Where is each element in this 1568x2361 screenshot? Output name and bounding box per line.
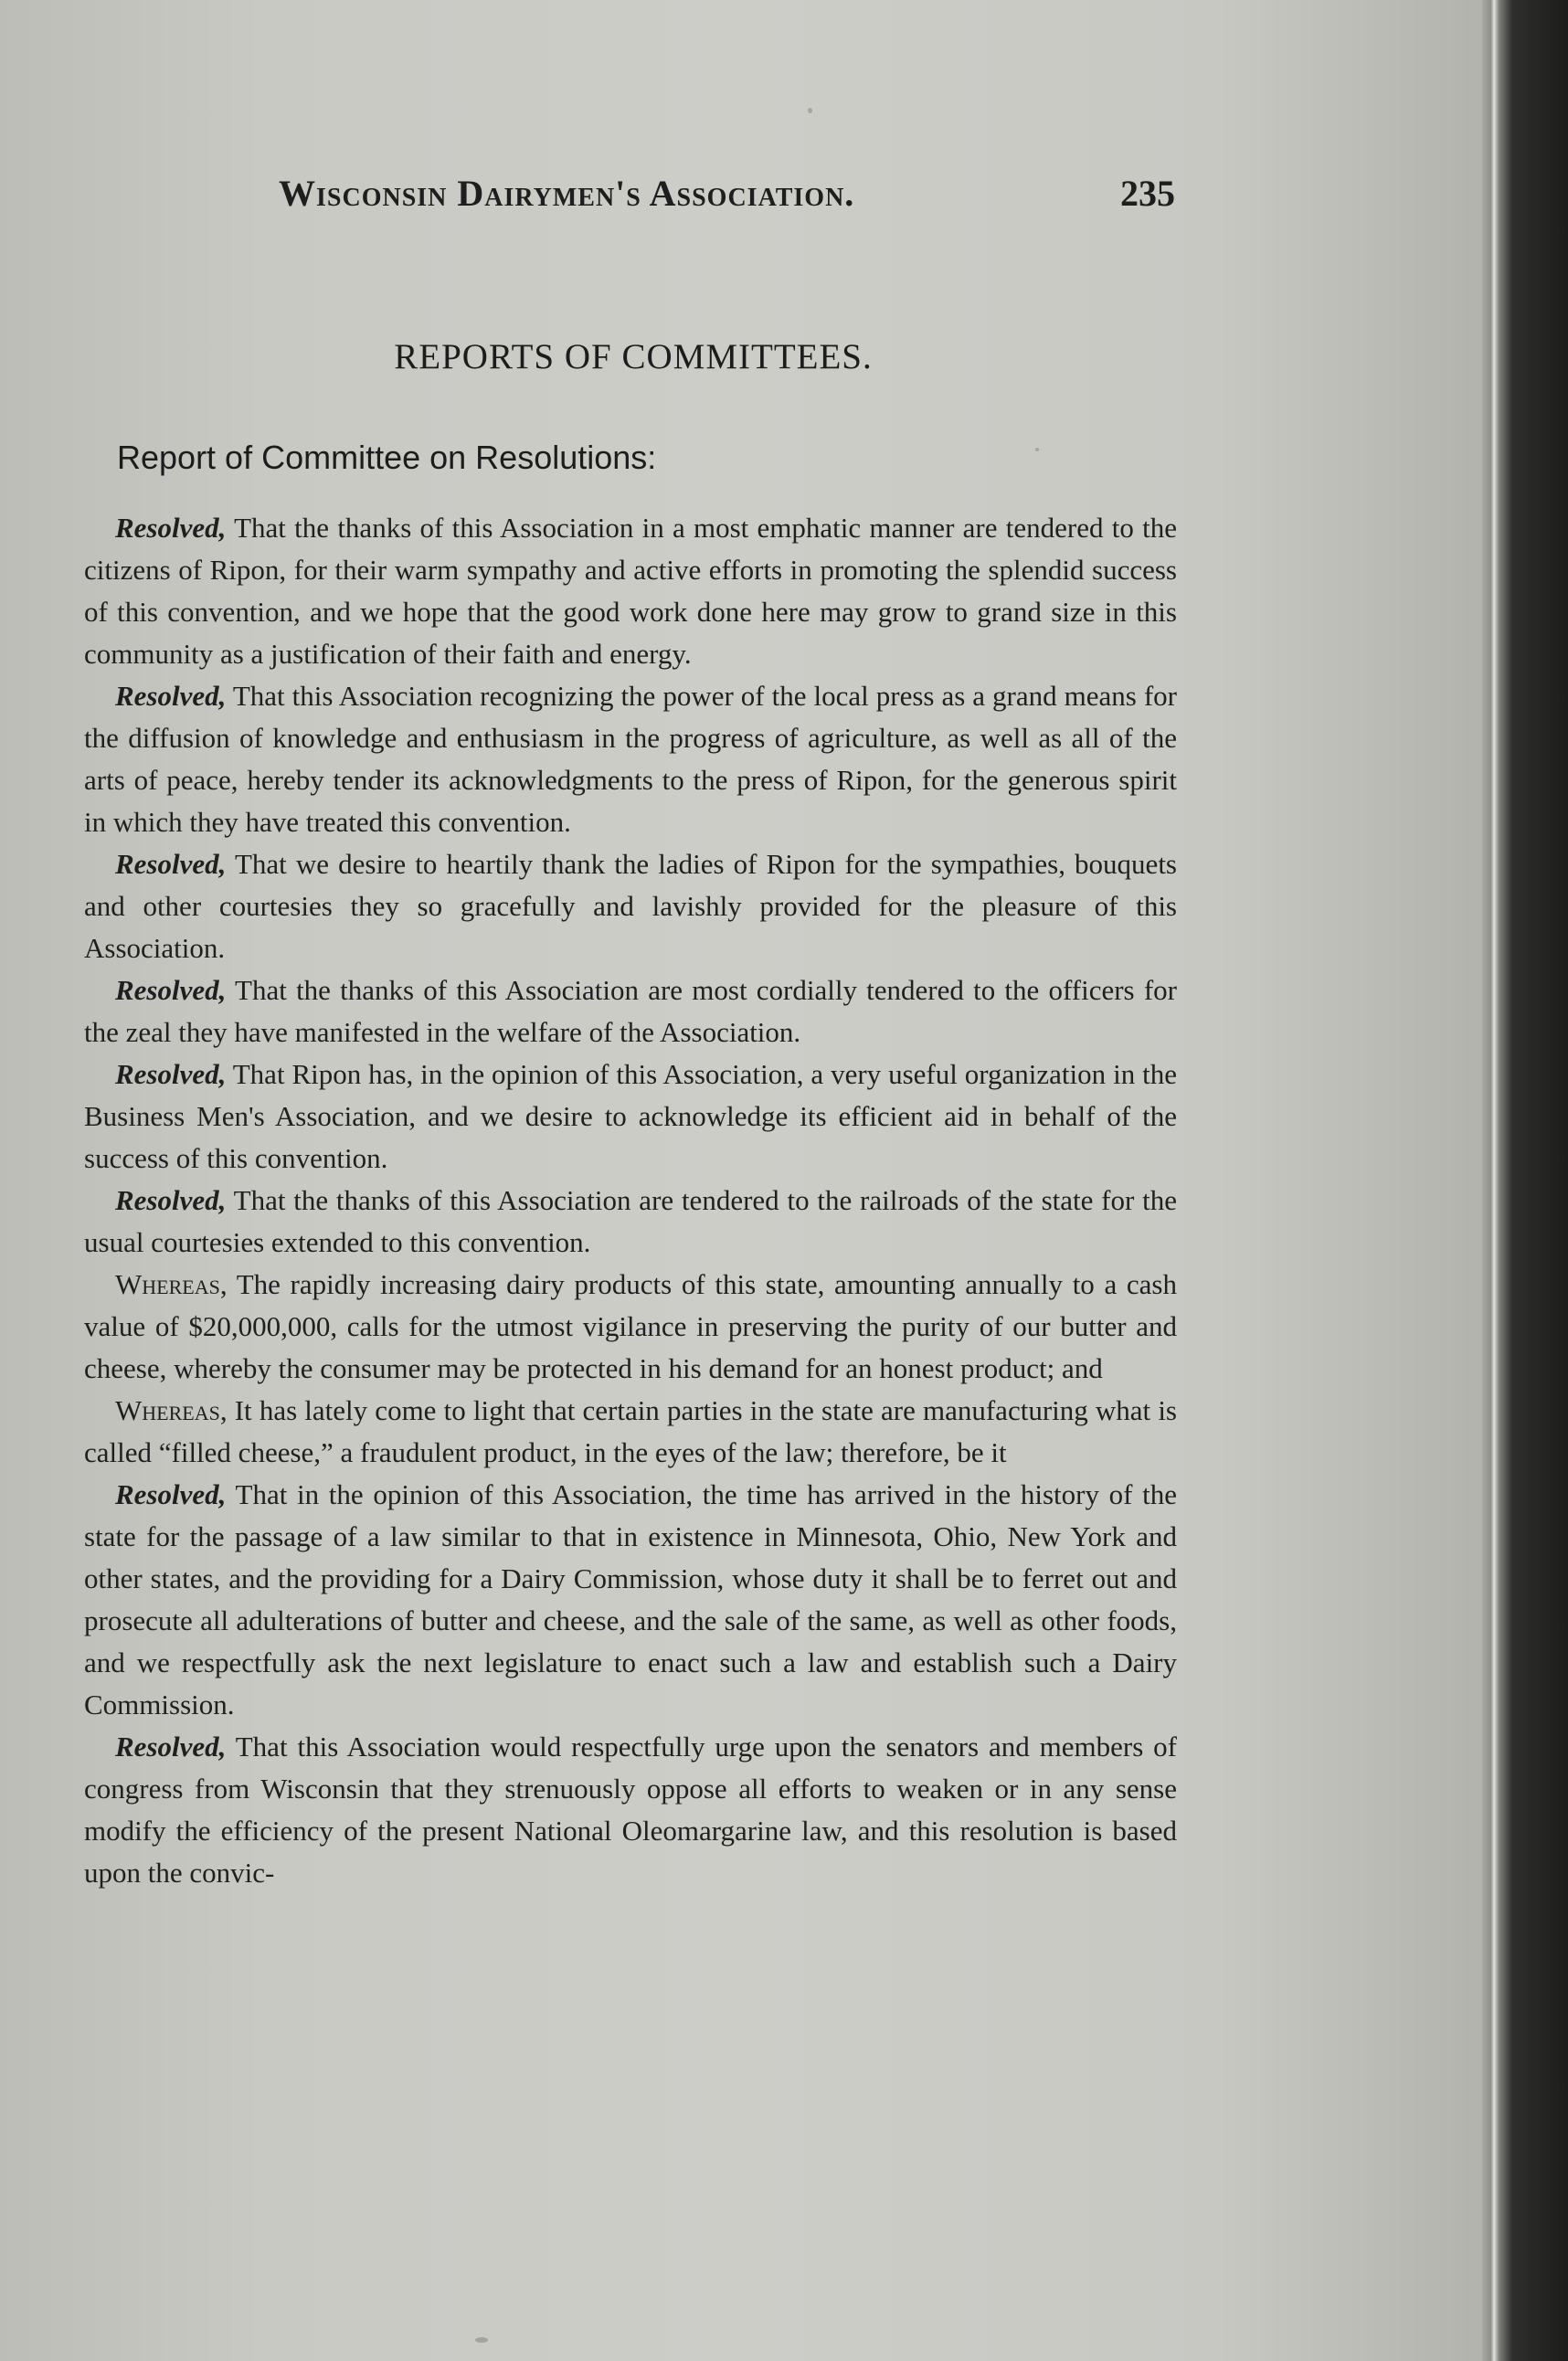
paragraph-lead: Resolved, bbox=[115, 848, 227, 880]
paragraph-lead: Resolved, bbox=[115, 512, 227, 544]
paragraph-7 bbox=[84, 1264, 1177, 1390]
paragraph-text: It has lately come to light that certain parties in the state are manufacturing what is called “filled cheese,” a fraudulent product, in the eyes of the law; therefore, be it bbox=[84, 1394, 1177, 1468]
paragraph-3 bbox=[84, 843, 1177, 969]
paragraph-text: That Ripon has, in the opinion of this Association, a very useful organization in the Business Men's Association, and we desire to acknowledge its efficient aid in behalf of the success of this convention. bbox=[84, 1058, 1177, 1174]
paragraph-1 bbox=[84, 507, 1177, 675]
paragraph-text: That the thanks of this Association are tendered to the railroads of the state for the usual courtesies extended to this convention. bbox=[84, 1184, 1177, 1258]
paragraph-2 bbox=[84, 675, 1177, 843]
paragraph-text: That in the opinion of this Association, the time has arrived in the history of the state for the passage of a law similar to that in existence in Minnesota, Ohio, New York and other states, and the providing for a Dairy Commission, whose duty it shall be to ferret out and prosecute all adulterations of butter and cheese, and the sale of the same, as well as other foods, and we respectfully ask the next legislature to enact such a law and establish such a Dairy Commission. bbox=[84, 1478, 1177, 1720]
paragraph-lead: Resolved, bbox=[115, 680, 227, 712]
report-title: Report of Committee on Resolutions: bbox=[117, 439, 657, 476]
paragraph-5 bbox=[84, 1053, 1177, 1180]
paper-speck bbox=[808, 108, 812, 113]
paper-speck bbox=[1035, 448, 1039, 451]
running-header bbox=[91, 172, 1175, 227]
paragraph-text: That we desire to heartily thank the ladies of Ripon for the sympathies, bouquets and other courtesies they so gracefully and lavishly provided for the pleasure of this Association. bbox=[84, 848, 1177, 964]
paragraph-lead: Whereas, bbox=[115, 1394, 228, 1426]
paragraph-lead: Resolved, bbox=[115, 1058, 227, 1090]
paragraph-lead: Resolved, bbox=[115, 1184, 227, 1216]
paragraph-text: That the thanks of this Association in a most emphatic manner are tendered to the citizens of Ripon, for their warm sympathy and active efforts in promoting the splendid success of this convention, and we hope that the good work done here may grow to grand size in this community as a justification of their faith and energy. bbox=[84, 512, 1177, 670]
paragraph-lead: Resolved, bbox=[115, 1478, 227, 1510]
paper-speck bbox=[475, 2337, 488, 2343]
body-text bbox=[84, 507, 1177, 2170]
page-edge-binding bbox=[1482, 0, 1568, 2361]
paragraph-4 bbox=[84, 969, 1177, 1053]
section-title: REPORTS OF COMMITTEES. bbox=[394, 337, 873, 376]
paragraph-lead: Whereas, bbox=[115, 1268, 228, 1300]
paragraph-6 bbox=[84, 1180, 1177, 1264]
paragraph-text: That this Association would respectfully urge upon the senators and members of congress from Wisconsin that they strenuously oppose all efforts to weaken or in any sense modify the efficiency of the present National Oleomargarine law, and this resolution is based upon the convic- bbox=[84, 1731, 1177, 1889]
paragraph-text: That this Association recognizing the power of the local press as a grand means for the diffusion of knowledge and enthusiasm in the progress of agriculture, as well as all of the arts of peace, hereby tender its acknowledgments to the press of Ripon, for the generous spirit in which they have treated this convention. bbox=[84, 680, 1177, 838]
paragraph-8 bbox=[84, 1390, 1177, 1474]
page-number: 235 bbox=[1120, 173, 1175, 214]
paragraph-10 bbox=[84, 1726, 1177, 1894]
paragraph-text: That the thanks of this Association are most cordially tendered to the officers for the zeal they have manifested in the welfare of the Association. bbox=[84, 974, 1177, 1048]
running-title: Wisconsin Dairymen's Association. bbox=[279, 173, 855, 214]
paragraph-lead: Resolved, bbox=[115, 1731, 227, 1763]
paragraph-lead: Resolved, bbox=[115, 974, 227, 1006]
paragraph-text: The rapidly increasing dairy products of this state, amounting annually to a cash value of $20,000,000, calls for the utmost vigilance in preserving the purity of our butter and cheese, whereby the consumer may be protected in his demand for an honest product; and bbox=[84, 1268, 1177, 1384]
paragraph-9 bbox=[84, 1474, 1177, 1726]
